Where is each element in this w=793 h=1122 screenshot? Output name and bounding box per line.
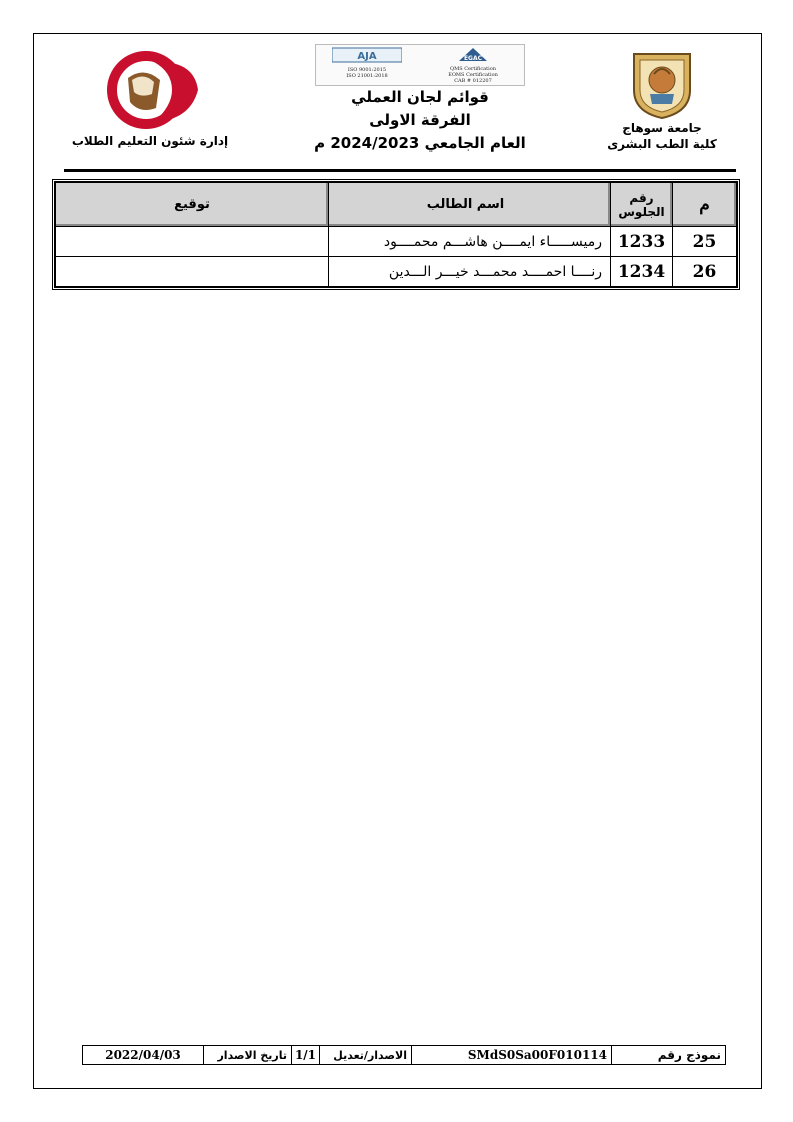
student-name: رميســـــاء ايمــــن هاشـــم محمــــود	[329, 227, 611, 257]
egac-cert-line2: EOMS Certification	[448, 72, 498, 78]
title-block	[300, 44, 540, 155]
form-number-value: SMdS0Sa00F010114	[411, 1046, 611, 1064]
version-label: الاصدار/تعديل	[319, 1046, 411, 1064]
department-name: إدارة شئون التعليم الطلاب	[71, 134, 229, 148]
seat-number: 1233	[611, 227, 673, 257]
header-divider	[64, 169, 736, 172]
academic-year-title: العام الجامعي 2024/2023 م	[314, 134, 526, 152]
document-footer	[82, 1045, 726, 1065]
form-number-label: نموذج رقم	[611, 1046, 725, 1064]
university-logo	[628, 50, 696, 120]
student-name: رنــــا احمــــد محمـــد خيـــر الـــدين	[329, 257, 611, 287]
table-header-row	[56, 183, 737, 227]
row-number: 26	[673, 257, 737, 287]
department-logo	[94, 50, 206, 130]
svg-text:EGAC: EGAC	[463, 55, 483, 62]
egac-cert-logo	[428, 47, 518, 83]
egac-cert-line3: CAB # 012207	[454, 78, 492, 84]
col-header-signature: توقيع	[56, 183, 329, 227]
seat-number: 1234	[611, 257, 673, 287]
table-row	[56, 227, 737, 257]
certification-logos	[315, 44, 525, 86]
year-group-title: الفرقة الاولى	[369, 111, 471, 129]
row-number: 25	[673, 227, 737, 257]
table-row	[56, 257, 737, 287]
svg-text:AJA: AJA	[357, 51, 377, 62]
issue-date-value: 2022/04/03	[105, 1048, 181, 1062]
signature-cell	[56, 227, 329, 257]
aja-cert-logo	[322, 47, 412, 83]
aja-cert-line1: ISO 9001:2015	[347, 67, 387, 73]
col-header-name: اسم الطالب	[329, 183, 611, 227]
aja-cert-line2: ISO 21001:2018	[346, 73, 388, 79]
university-block	[607, 50, 717, 152]
col-header-num: م	[673, 183, 737, 227]
signature-cell	[56, 257, 329, 287]
university-name: جامعة سوهاج	[622, 121, 702, 135]
issue-date-label: تاريخ الاصدار	[203, 1046, 291, 1064]
page-title: قوائم لجان العملي	[351, 88, 489, 106]
faculty-name: كلية الطب البشرى	[607, 137, 717, 151]
version-value: 1/1	[291, 1046, 319, 1064]
department-block	[70, 50, 230, 148]
egac-cert-line1: QMS Certification	[450, 66, 496, 72]
col-header-seat: رقم الجلوس	[611, 183, 673, 227]
students-table	[52, 179, 740, 290]
